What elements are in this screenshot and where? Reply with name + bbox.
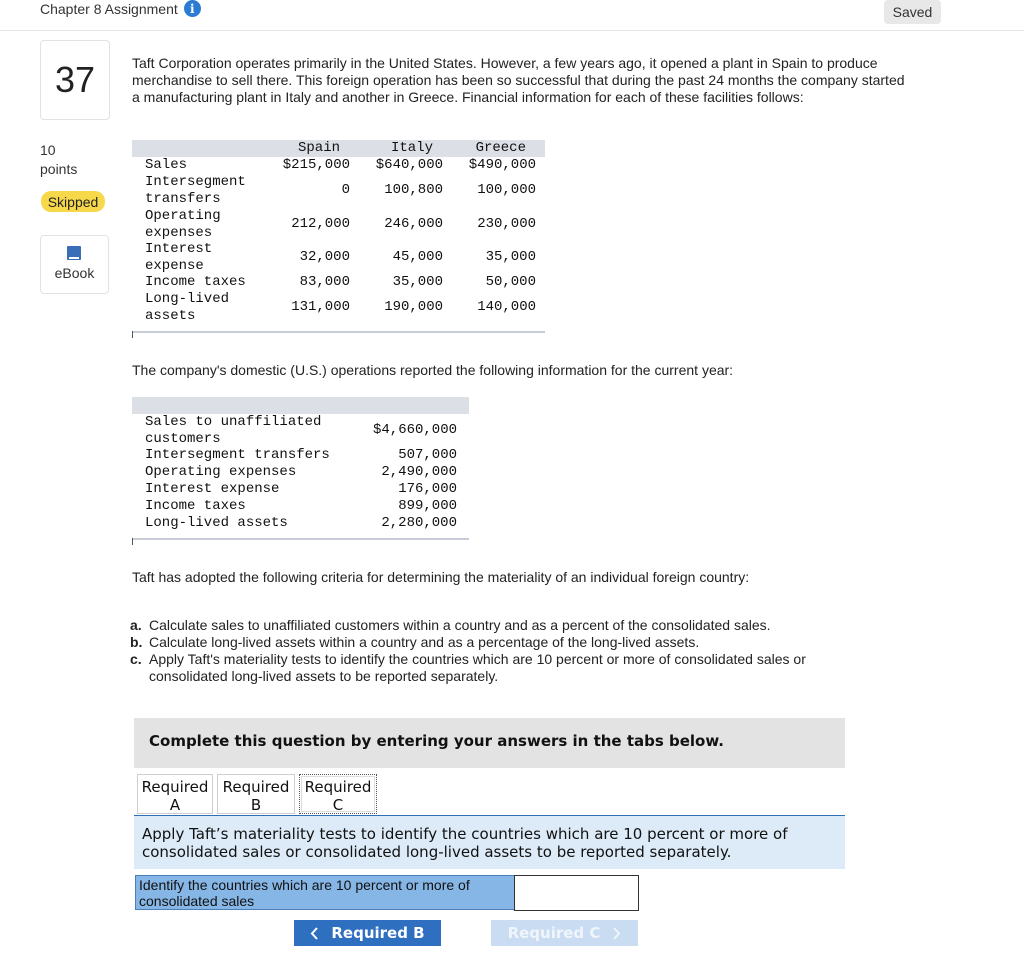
table-cell: $490,000 (468, 157, 536, 173)
ebook-label: eBook (54, 265, 95, 281)
table-cell: 507,000 (398, 447, 457, 463)
instruction-band (134, 718, 845, 768)
tab-label-line2: C (332, 796, 344, 814)
row-label: Sales (145, 157, 188, 173)
question-intro: Taft Corporation operates primarily in the United States. However, a few years ago, it opened a plant in Spain to produce merchandise to sell there. This foreign operation has been so successful that during the past 24 months the company started a manufacturing plant in Italy and another in Greece. Financial information for each of these facilities follows: (132, 55, 905, 105)
foreign-operations-table (132, 140, 545, 338)
tab-label-line1: Required (304, 778, 372, 796)
points-label: points (40, 161, 78, 177)
table-cell: $215,000 (282, 157, 350, 173)
instruction-text: Complete this question by entering your answers in the tabs below. (149, 732, 724, 750)
table-corner-tick (132, 538, 133, 545)
tab-required-b[interactable] (217, 774, 295, 814)
table-header-band (132, 397, 469, 414)
answer-label: Identify the countries which are 10 percent or more of consolidated sales (135, 875, 515, 910)
next-required-c-button[interactable] (491, 920, 638, 946)
table-cell: 50,000 (485, 274, 536, 290)
tab-required-a[interactable] (137, 774, 213, 814)
list-item-text: Calculate sales to unaffiliated customers within a country and as a percent of the consolidated sales. (149, 617, 771, 633)
row-label: Income taxes (145, 274, 246, 290)
tab-label-line1: Required (222, 778, 290, 796)
tab-required-c[interactable] (299, 774, 377, 814)
table-cell: 83,000 (299, 274, 350, 290)
ebook-button[interactable] (40, 235, 109, 294)
table-cell: 131,000 (291, 299, 350, 315)
points-value: 10 (40, 142, 56, 158)
list-item (130, 617, 870, 634)
answer-input[interactable] (514, 875, 639, 911)
table-cell: $640,000 (375, 157, 443, 173)
row-label: Long-lived assets (145, 291, 230, 324)
task-text: Apply Taft’s materiality tests to identify the countries which are 10 percent or more of consolidated sales or consolidated long-lived assets to be reported separately. (142, 825, 788, 861)
table-cell: 35,000 (392, 274, 443, 290)
chevron-right-icon (612, 927, 621, 940)
skipped-badge: Skipped (41, 191, 105, 212)
list-item-text: Calculate long-lived assets within a country and as a percentage of the long-lived assets. (149, 634, 700, 650)
table-cell: 100,000 (477, 182, 536, 198)
table-cell: 190,000 (384, 299, 443, 315)
tab-label-line1: Required (141, 778, 209, 796)
assignment-title-text: Chapter 8 Assignment (40, 0, 178, 17)
row-label: Intersegment transfers (145, 174, 246, 207)
row-label: Interest expense (145, 481, 280, 497)
previous-required-b-button[interactable] (294, 920, 441, 946)
table-cell: $4,660,000 (372, 422, 457, 438)
column-header-greece: Greece (475, 140, 526, 156)
table-cell: 32,000 (299, 249, 350, 265)
table-cell: 246,000 (384, 216, 443, 232)
table-cell: 35,000 (485, 249, 536, 265)
list-item (130, 651, 870, 685)
table-bottom-rule (132, 538, 469, 540)
table-cell: 212,000 (291, 216, 350, 232)
previous-button-label: Required B (331, 924, 425, 942)
row-label: Intersegment transfers (145, 447, 330, 463)
table-cell: 2,280,000 (381, 515, 457, 531)
table-corner-tick (132, 331, 133, 338)
list-item-letter: b. (130, 634, 143, 650)
saved-status-badge: Saved (884, 0, 941, 24)
task-band (134, 816, 845, 869)
chevron-left-icon (310, 927, 319, 940)
table-cell: 140,000 (477, 299, 536, 315)
question-number: 37 (40, 40, 110, 120)
row-label: Operating expenses (145, 208, 221, 241)
book-icon (67, 246, 81, 260)
row-label: Operating expenses (145, 464, 297, 480)
table-cell: 230,000 (477, 216, 536, 232)
next-button-label: Required C (507, 924, 601, 942)
column-header-italy: Italy (390, 140, 433, 156)
table-cell: 176,000 (398, 481, 457, 497)
table-cell: 0 (341, 182, 350, 198)
assignment-title (40, 0, 201, 17)
table-cell: 2,490,000 (381, 464, 457, 480)
table-cell: 899,000 (398, 498, 457, 514)
row-label: Long-lived assets (145, 515, 288, 531)
table-bottom-rule (132, 331, 545, 333)
row-label: Interest expense (145, 241, 213, 274)
list-item-letter: c. (130, 651, 142, 667)
list-item (130, 634, 870, 651)
info-icon[interactable]: i (184, 0, 201, 17)
table-cell: 100,800 (384, 182, 443, 198)
table-cell: 45,000 (392, 249, 443, 265)
list-item-text: Apply Taft's materiality tests to identify the countries which are 10 percent or more of consolidated sales or consolidated long-lived assets to be reported separately. (149, 651, 806, 684)
list-item-letter: a. (130, 617, 142, 633)
column-header-spain: Spain (297, 140, 340, 156)
domestic-intro: The company's domestic (U.S.) operations reported the following information for the current year: (132, 362, 734, 378)
tab-label-line2: B (250, 796, 262, 814)
tab-label-line2: A (169, 796, 181, 814)
domestic-operations-table (132, 397, 469, 545)
header-divider (0, 30, 1024, 31)
criteria-intro: Taft has adopted the following criteria for determining the materiality of an individual foreign country: (132, 569, 750, 585)
requirements-list (130, 617, 870, 685)
row-label: Income taxes (145, 498, 246, 514)
row-label: Sales to unaffiliated customers (145, 414, 322, 447)
